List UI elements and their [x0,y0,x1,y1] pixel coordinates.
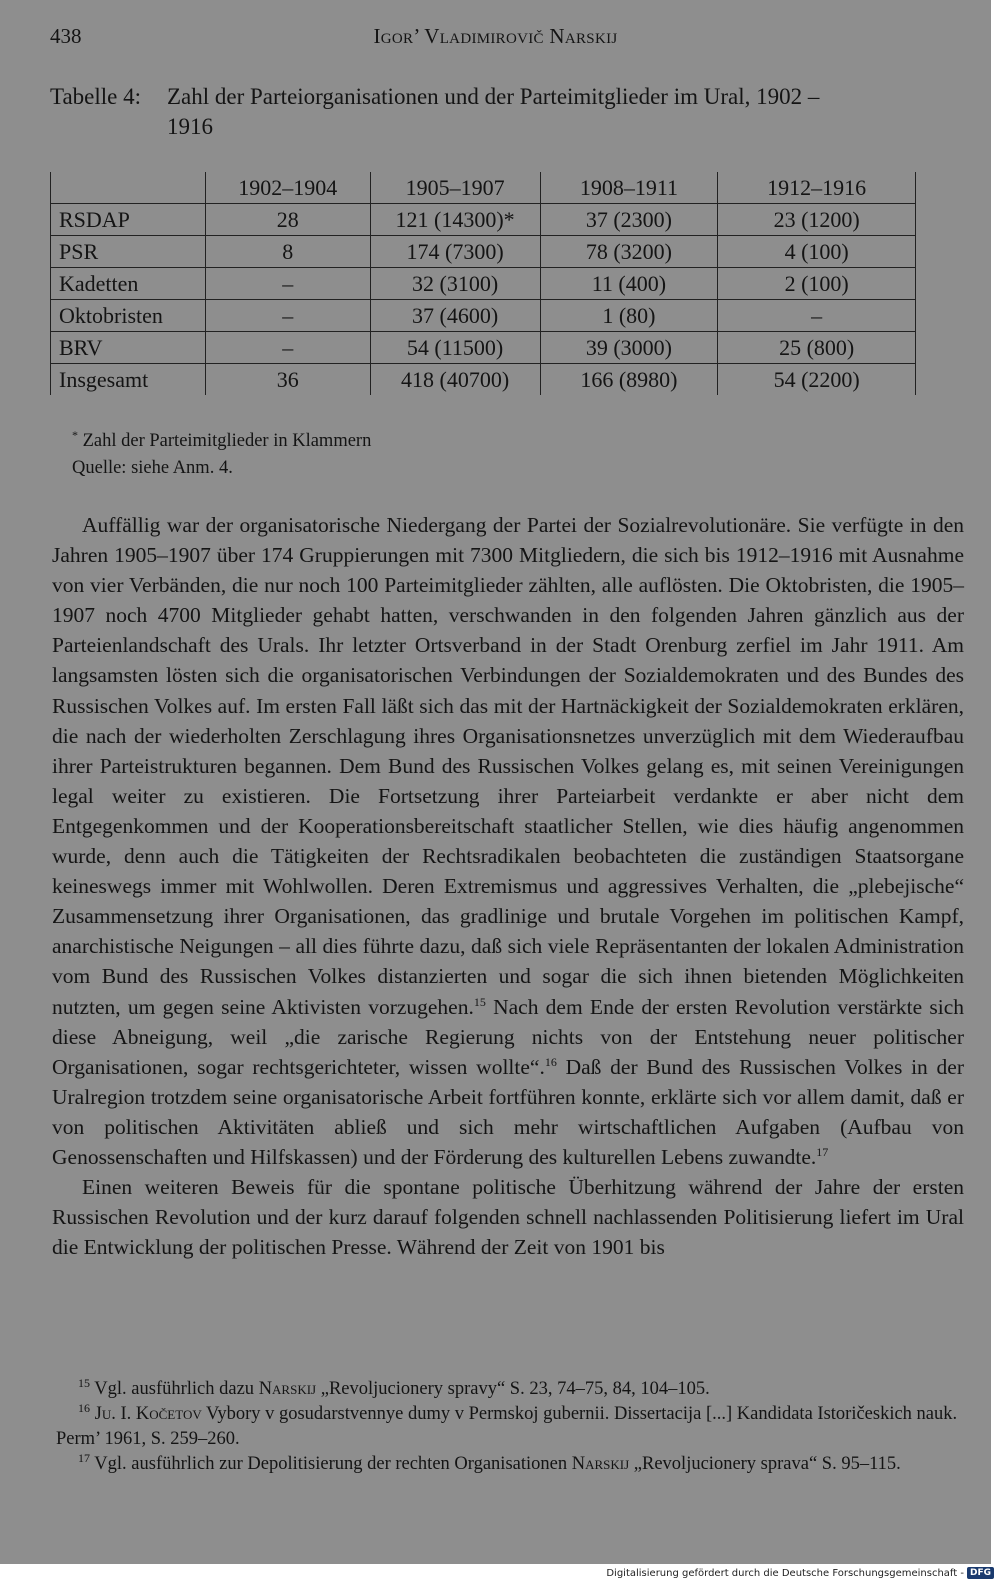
footnote-marker: * [72,427,78,442]
table-cell: – [718,300,916,332]
text-run: Einen weiteren Beweis für die spontane politische Überhitzung während der Jahre der ersten Russischen Revolution und der kurz darauf folgenden schnell nachlassenden Politisierung liefert im Ural die Entwicklung der politischen Presse. Während der Zeit von 1901 bis [52,1175,964,1260]
table-cell: 4 (100) [718,236,916,268]
footnotes [56,1377,966,1477]
column-header [51,172,206,204]
footnote-16 [56,1402,966,1452]
digitization-text: Digitalisierung gefördert durch die Deutsche Forschungsgemeinschaft - [606,1567,964,1579]
text-run: „Revoljucionery sprava“ S. 95–115. [629,1454,901,1474]
running-header [50,24,941,54]
table-title: Zahl der Parteiorganisationen und der Parteimitglieder im Ural, 1902 – 1916 [167,84,820,139]
running-head-author: Igor’ Vladimirovič Narskij [373,24,618,48]
row-label: Insgesamt [51,364,206,396]
author-name: Ju. I. Kočetov [90,1404,202,1424]
text-run: Vgl. ausführlich dazu [90,1379,259,1399]
digitization-credit [606,1567,994,1579]
footnote-ref[interactable]: 15 [473,994,486,1009]
paragraph [52,510,964,1172]
column-header: 1912–1916 [718,172,916,204]
table-cell: 54 (11500) [370,332,540,364]
table-cell: 23 (1200) [718,204,916,236]
page-number: 438 [50,24,82,48]
table-cell: 32 (3100) [370,268,540,300]
main-text [52,510,964,1262]
column-header: 1908–1911 [540,172,718,204]
table-cell: – [205,332,370,364]
row-label: RSDAP [51,204,206,236]
table-cell: 174 (7300) [370,236,540,268]
row-label: PSR [51,236,206,268]
table-cell: 11 (400) [540,268,718,300]
table-cell: 8 [205,236,370,268]
footnote-15 [56,1377,966,1402]
table-footnote [72,428,371,455]
party-table [50,172,916,395]
table-cell: 28 [205,204,370,236]
table-row [51,236,916,268]
footnote-number: 17 [78,1450,90,1465]
table-row-total [51,364,916,396]
table-cell: 166 (8980) [540,364,718,396]
table-label: Tabelle 4: [50,84,141,109]
table-cell: 37 (4600) [370,300,540,332]
table-notes [72,428,371,482]
table-source: Quelle: siehe Anm. 4. [72,458,233,478]
table-row [51,204,916,236]
column-header: 1902–1904 [205,172,370,204]
table-cell: 25 (800) [718,332,916,364]
footnote-number: 16 [78,1400,90,1415]
footnote-17 [56,1452,966,1477]
dfg-logo-icon: DFG [967,1567,994,1579]
author-name: Narskij [258,1379,317,1399]
author-name: Narskij [571,1454,630,1474]
footnote-ref[interactable]: 16 [544,1054,557,1069]
text-run: Daß der Bund des Russischen Volkes in der Uralregion trotzdem seine organisatorische Arbeit fortführen konnte, erklärte sich vor allem damit, daß er von politischen Aktivitäten abließ und sich mehr wirtschaftlichen Aufgaben (Aufbau von Genossenschaften und Hilfskassen) und der Förderung des kulturellen Lebens zuwandte. [52,1054,964,1169]
table-header-row [51,172,916,204]
table-note-text: Zahl der Parteimitglieder in Klammern [82,431,372,451]
table-row [51,300,916,332]
table-cell: 36 [205,364,370,396]
table-cell: 78 (3200) [540,236,718,268]
row-label: BRV [51,332,206,364]
table-cell: 2 (100) [718,268,916,300]
column-header: 1905–1907 [370,172,540,204]
text-run: Auffällig war der organisatorische Niedergang der Partei der Sozialrevolutionäre. Sie verfügte in den Jahren 1905–1907 über 174 Gruppierungen mit 7300 Mitgliedern, die sich bis 1912–1916 mit Ausnahme von vier Verbänden, die nur noch 100 Parteimitglieder zählten, alle auflösten. Die Oktobristen, die 1905–1907 noch 4700 Mitglieder gehabt hatten, verschwanden in den folgenden Jahren gänzlich aus der Parteienlandschaft des Urals. Ihr letzter Ortsverband in der Stadt Orenburg zerfiel im Jahr 1911. Am langsamsten lösten sich die organisatorischen Verbindungen der Sozialdemokraten und des Bundes des Russischen Volkes auf. Im ersten Fall läßt sich das mit der Hartnäckigkeit der Sozialdemokraten erklären, die nach der wiederholten Zerschlagung ihres Organisationsnetzes unverzüglich mit dem Wiederaufbau ihrer Parteistrukturen begannen. Dem Bund des Russischen Volkes gelang es, mit seinen Vereinigungen legal weiter zu existieren. Die Fortsetzung ihrer Parteiarbeit verdankte er aber nicht dem Entgegenkommen und der Kooperationsbereitschaft staatlicher Stellen, wie dies häufig angenommen wurde, denn auch die Tätigkeiten der Rechtsradikalen beobachteten die zuständigen Staatsorgane keineswegs immer mit Wohlwollen. Deren Extremismus und aggressives Verhalten, die „plebejische“ Zusammensetzung ihrer Organisationen, das gradlinige und brutale Vorgehen im politischen Kampf, anarchistische Neigungen – all dies führte dazu, daß sich viele Repräsentanten der lokalen Administration vom Bund des Russischen Volkes distanzierten und sogar die sich ihnen bietenden Möglichkeiten nutzten, um gegen seine Aktivisten vorzugehen. [52,513,964,1019]
footnote-number: 15 [78,1375,90,1390]
table-row [51,268,916,300]
table-row [51,332,916,364]
row-label: Oktobristen [51,300,206,332]
table-cell: 1 (80) [540,300,718,332]
row-label: Kadetten [51,268,206,300]
table-cell: 37 (2300) [540,204,718,236]
table-cell: – [205,268,370,300]
text-run: „Revoljucionery spravy“ S. 23, 74–75, 84, 104–105. [316,1379,710,1399]
table-cell: 418 (40700) [370,364,540,396]
table-cell: 39 (3000) [540,332,718,364]
table-caption [50,82,870,142]
footnote-ref[interactable]: 17 [816,1144,829,1159]
table-cell: – [205,300,370,332]
table-cell: 121 (14300)* [370,204,540,236]
paragraph [52,1172,964,1262]
text-run: Vybory v gosudarstvennye dumy v Permskoj gubernii. Dissertacija [...] Kandidata Istoričeskich nauk. Perm’ 1961, S. 259–260. [56,1404,958,1449]
text-run: Nach dem Ende der ersten Revolution verstärkte sich diese Abneigung, weil „die zarische Regierung nichts von der Entstehung neuer politischer Organisationen, sogar rechtsgerichteter, wissen wollte“. [52,994,964,1079]
text-run: Vgl. ausführlich zur Depolitisierung der rechten Organisationen [90,1454,572,1474]
table-cell: 54 (2200) [718,364,916,396]
